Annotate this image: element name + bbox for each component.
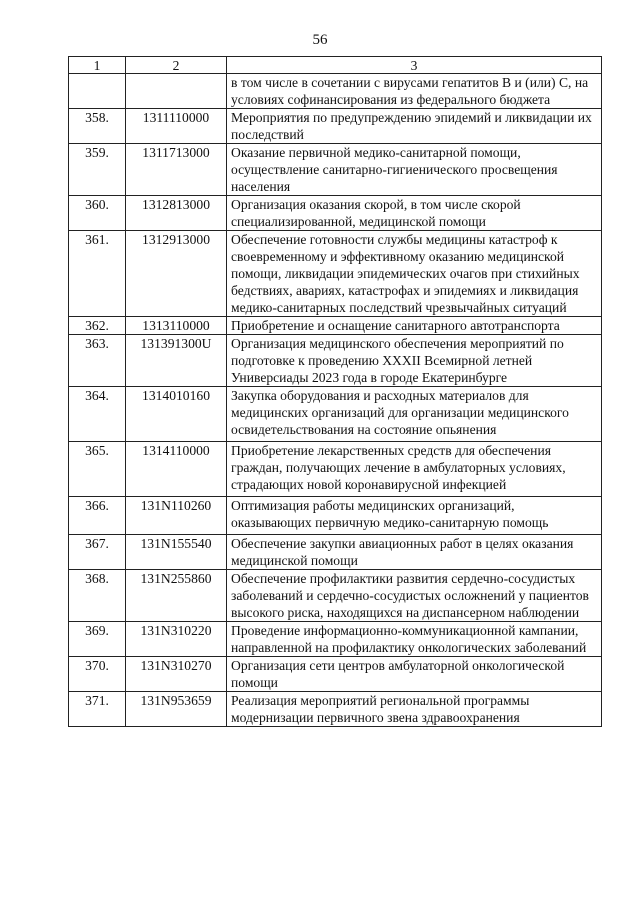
table-row-continuation	[69, 74, 602, 109]
row-description: Организация оказания скорой, в том числе скорой специализированной, медицинской помощи	[227, 196, 602, 231]
row-number: 367.	[69, 535, 126, 570]
table-row	[69, 657, 602, 692]
table-row	[69, 622, 602, 657]
row-number: 358.	[69, 109, 126, 144]
row-description: Проведение информационно-коммуникационной кампании, направленной на профилактику онкологических заболеваний	[227, 622, 602, 657]
table-row	[69, 144, 602, 196]
table-row	[69, 335, 602, 387]
table-row	[69, 387, 602, 442]
table-row	[69, 317, 602, 335]
row-number: 366.	[69, 497, 126, 535]
row-number: 362.	[69, 317, 126, 335]
row-description: Оптимизация работы медицинских организаций, оказывающих первичную медико-санитарную помощь	[227, 497, 602, 535]
row-code: 1314110000	[126, 442, 227, 497]
row-number: 369.	[69, 622, 126, 657]
row-number: 365.	[69, 442, 126, 497]
row-number: 359.	[69, 144, 126, 196]
table-header-row	[69, 57, 602, 74]
table-row	[69, 109, 602, 144]
row-code: 131N110260	[126, 497, 227, 535]
row-code: 1312913000	[126, 231, 227, 317]
row-description: Закупка оборудования и расходных материалов для медицинских организаций для организации медицинского освидетельствования на состояние опьянения	[227, 387, 602, 442]
row-code: 131N953659	[126, 692, 227, 727]
budget-table	[68, 56, 602, 727]
row-number: 361.	[69, 231, 126, 317]
page-number: 56	[312, 32, 328, 48]
table-row	[69, 442, 602, 497]
row-number: 368.	[69, 570, 126, 622]
row-number: 364.	[69, 387, 126, 442]
table-row	[69, 692, 602, 727]
row-description: Организация медицинского обеспечения мероприятий по подготовке к проведению XXXII Всемирной летней Универсиады 2023 года в городе Екатеринбурге	[227, 335, 602, 387]
table-row	[69, 196, 602, 231]
table-row	[69, 535, 602, 570]
row-code: 1311713000	[126, 144, 227, 196]
row-description: Оказание первичной медико-санитарной помощи, осуществление санитарно-гигиенического просвещения населения	[227, 144, 602, 196]
row-code: 131N155540	[126, 535, 227, 570]
table-row	[69, 497, 602, 535]
row-code: 1311110000	[126, 109, 227, 144]
row-description: Обеспечение готовности службы медицины катастроф к своевременному и эффективному оказанию медицинской помощи, ликвидации эпидемических очагов при стихийных бедствиях, авариях, катастрофах и эпидемиях и ликвидация медико-санитарных последствий чрезвычайных ситуаций	[227, 231, 602, 317]
row-description: в том числе в сочетании с вирусами гепатитов В и (или) С, на условиях софинансирования из федерального бюджета	[227, 74, 602, 109]
row-code: 131N310220	[126, 622, 227, 657]
row-description: Обеспечение профилактики развития сердечно-сосудистых заболеваний и сердечно-сосудистых осложнений у пациентов высокого риска, находящихся на диспансерном наблюдении	[227, 570, 602, 622]
row-code: 1312813000	[126, 196, 227, 231]
row-code: 1314010160	[126, 387, 227, 442]
header-col-1: 1	[69, 57, 126, 74]
table-row	[69, 570, 602, 622]
row-number: 370.	[69, 657, 126, 692]
row-code: 131N255860	[126, 570, 227, 622]
row-description: Обеспечение закупки авиационных работ в целях оказания медицинской помощи	[227, 535, 602, 570]
row-code: 1313110000	[126, 317, 227, 335]
row-code: 131N310270	[126, 657, 227, 692]
table-row	[69, 231, 602, 317]
row-description: Организация сети центров амбулаторной онкологической помощи	[227, 657, 602, 692]
row-code	[126, 74, 227, 109]
row-number	[69, 74, 126, 109]
row-description: Реализация мероприятий региональной программы модернизации первичного звена здравоохранения	[227, 692, 602, 727]
row-description: Приобретение лекарственных средств для обеспечения граждан, получающих лечение в амбулаторных условиях, страдающих новой коронавирусной инфекцией	[227, 442, 602, 497]
row-number: 371.	[69, 692, 126, 727]
row-code: 131391300U	[126, 335, 227, 387]
row-description: Мероприятия по предупреждению эпидемий и ликвидации их последствий	[227, 109, 602, 144]
row-description: Приобретение и оснащение санитарного автотранспорта	[227, 317, 602, 335]
header-col-3: 3	[227, 57, 602, 74]
row-number: 363.	[69, 335, 126, 387]
row-number: 360.	[69, 196, 126, 231]
header-col-2: 2	[126, 57, 227, 74]
